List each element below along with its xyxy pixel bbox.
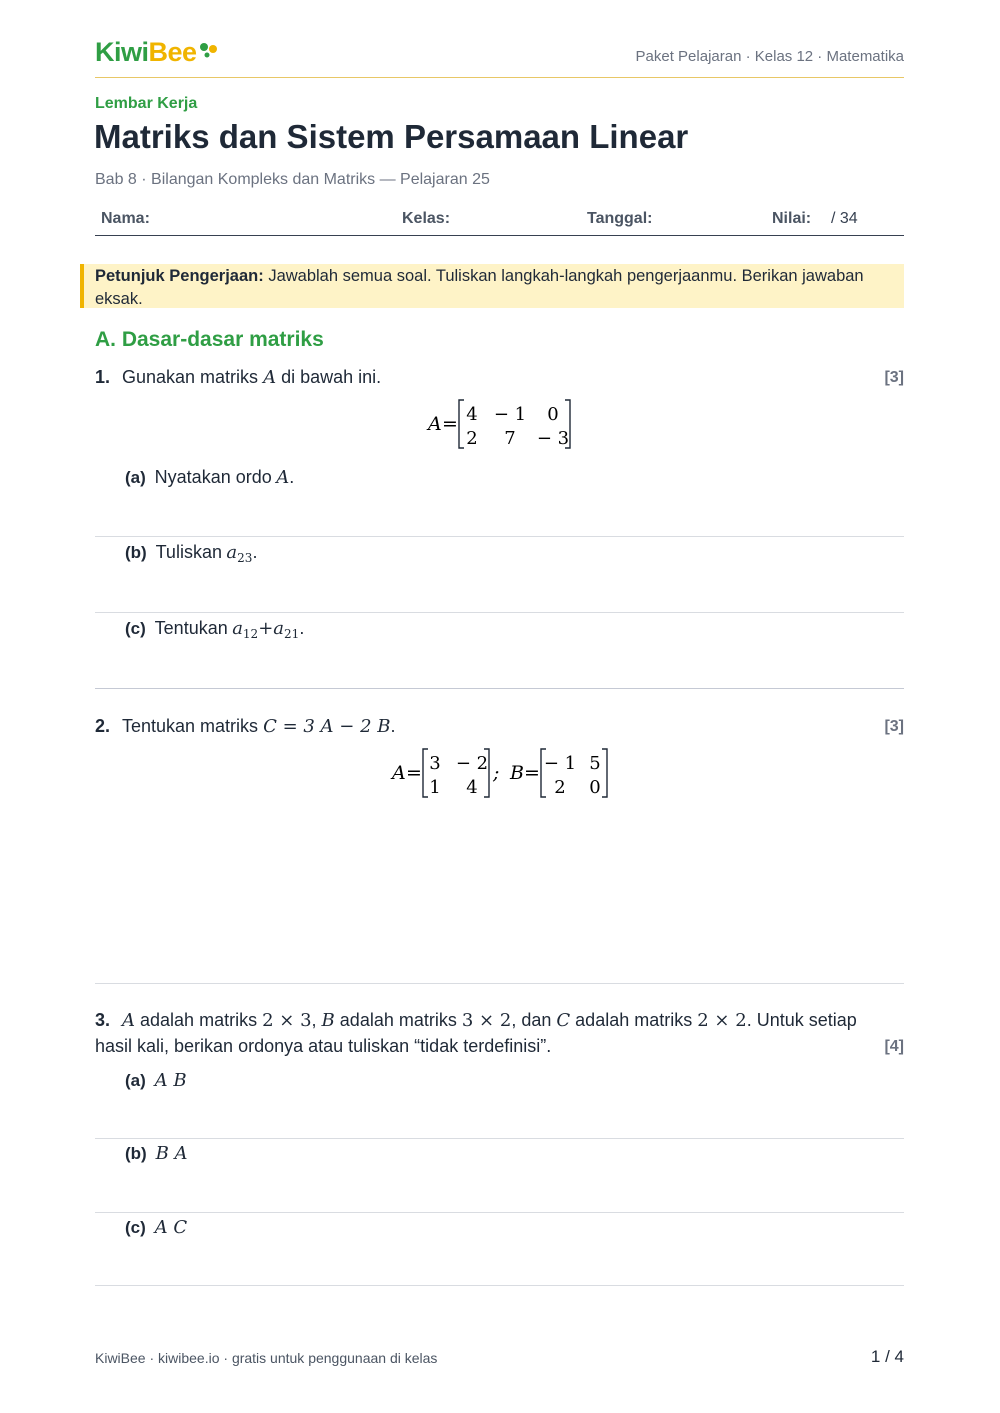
- instructions-label: Petunjuk Pengerjaan:: [95, 267, 264, 285]
- question-3-marks: [4]: [884, 1038, 904, 1055]
- bee-dots-icon: [199, 42, 219, 60]
- logo-bee: Bee: [148, 37, 197, 67]
- matrix-cell: 0: [589, 777, 601, 798]
- matrix-cell: 3: [429, 753, 441, 774]
- question-3b: (b) B A: [125, 1143, 188, 1164]
- question-number: 2.: [95, 716, 111, 736]
- header-divider: [95, 77, 904, 78]
- right-bracket: [602, 749, 607, 797]
- brand-logo: [95, 36, 197, 68]
- matrix-cell: 2: [554, 777, 566, 798]
- matrix-a-name: A: [392, 762, 406, 784]
- answer-line: [95, 983, 904, 984]
- question-3-text-line2: hasil kali, berikan ordonya atau tuliskan “tidak terdefinisi”.: [95, 1036, 552, 1056]
- equals-sign: =: [406, 762, 422, 784]
- left-bracket: [459, 400, 464, 448]
- matrix-b-name: B: [510, 762, 524, 784]
- question-2-text: Tentukan matriks C = 3 A − 2 B.: [122, 716, 396, 737]
- matrix-cell: 7: [504, 428, 516, 449]
- matrix-cell: 5: [589, 753, 601, 774]
- separator: ;: [493, 762, 500, 784]
- question-3c: (c) A C: [125, 1217, 188, 1238]
- score-field-label: Nilai:: [772, 210, 812, 227]
- question-1-text: Gunakan matriks A di bawah ini.: [122, 367, 382, 388]
- page-number: 1 / 4: [870, 1347, 904, 1366]
- question-1c: (c) Tentukan $a_{12}+a_{21}$.: [125, 618, 305, 642]
- answer-line: [95, 1138, 904, 1139]
- matrix-cell: 4: [466, 777, 478, 798]
- answer-line: [95, 1285, 904, 1286]
- matrix-a-q1: [426, 398, 576, 452]
- instructions-text: [95, 265, 875, 311]
- class-field-label: Kelas:: [402, 210, 451, 227]
- matrix-cell: 2: [466, 428, 478, 449]
- left-bracket: [423, 749, 428, 797]
- score-total: / 34: [831, 210, 858, 227]
- matrix-cell: − 1: [493, 404, 527, 425]
- question-1a: (a) Nyatakan ordo A.: [125, 467, 295, 488]
- question-3a: (a) A B: [125, 1070, 187, 1091]
- question-number: 3.: [95, 1010, 111, 1030]
- matrix-cell: − 3: [536, 428, 570, 449]
- matrix-cell: 0: [547, 404, 559, 425]
- matrix-cell: 4: [466, 404, 478, 425]
- question-1b: (b) Tuliskan $a_{23}$.: [125, 542, 258, 566]
- answer-line: [95, 688, 904, 689]
- matrix-cell: − 2: [455, 753, 489, 774]
- equals-sign: =: [524, 762, 540, 784]
- name-field-label: Nama:: [101, 210, 150, 227]
- logo-kiwi: Kiwi: [95, 37, 149, 67]
- instructions-body: Jawablah semua soal. Tuliskan langkah-langkah pengerjaanmu. Berikan jawaban eksak.: [95, 267, 864, 308]
- matrix-name: A: [428, 413, 442, 435]
- question-3-text: A adalah matriks 2 × 3, B adalah matriks 3 × 2, dan C adalah matriks 2 × 2. Untuk setiap: [122, 1010, 857, 1031]
- page-subtitle: Bab 8 · Bilangan Kompleks dan Matriks — Pelajaran 25: [95, 171, 490, 188]
- worksheet-kicker: Lembar Kerja: [95, 95, 198, 112]
- answer-line: [95, 612, 904, 613]
- matrix-cell: − 1: [543, 753, 577, 774]
- footer-text: KiwiBee · kiwibee.io · gratis untuk penggunaan di kelas: [95, 1350, 438, 1366]
- section-heading: A. Dasar-dasar matriks: [95, 328, 324, 351]
- answer-line: [95, 536, 904, 537]
- question-2-marks: [3]: [884, 718, 904, 735]
- equals-sign: =: [442, 413, 458, 435]
- page-title: Matriks dan Sistem Persamaan Linear: [94, 118, 689, 155]
- question-1-marks: [3]: [884, 369, 904, 386]
- question-number: 1.: [95, 367, 111, 387]
- date-field-label: Tanggal:: [587, 210, 653, 227]
- header-meta: Paket Pelajaran · Kelas 12 · Matematika: [635, 48, 904, 65]
- matrices-q2: [390, 747, 615, 801]
- answer-line: [95, 1212, 904, 1213]
- matrix-cell: 1: [429, 777, 441, 798]
